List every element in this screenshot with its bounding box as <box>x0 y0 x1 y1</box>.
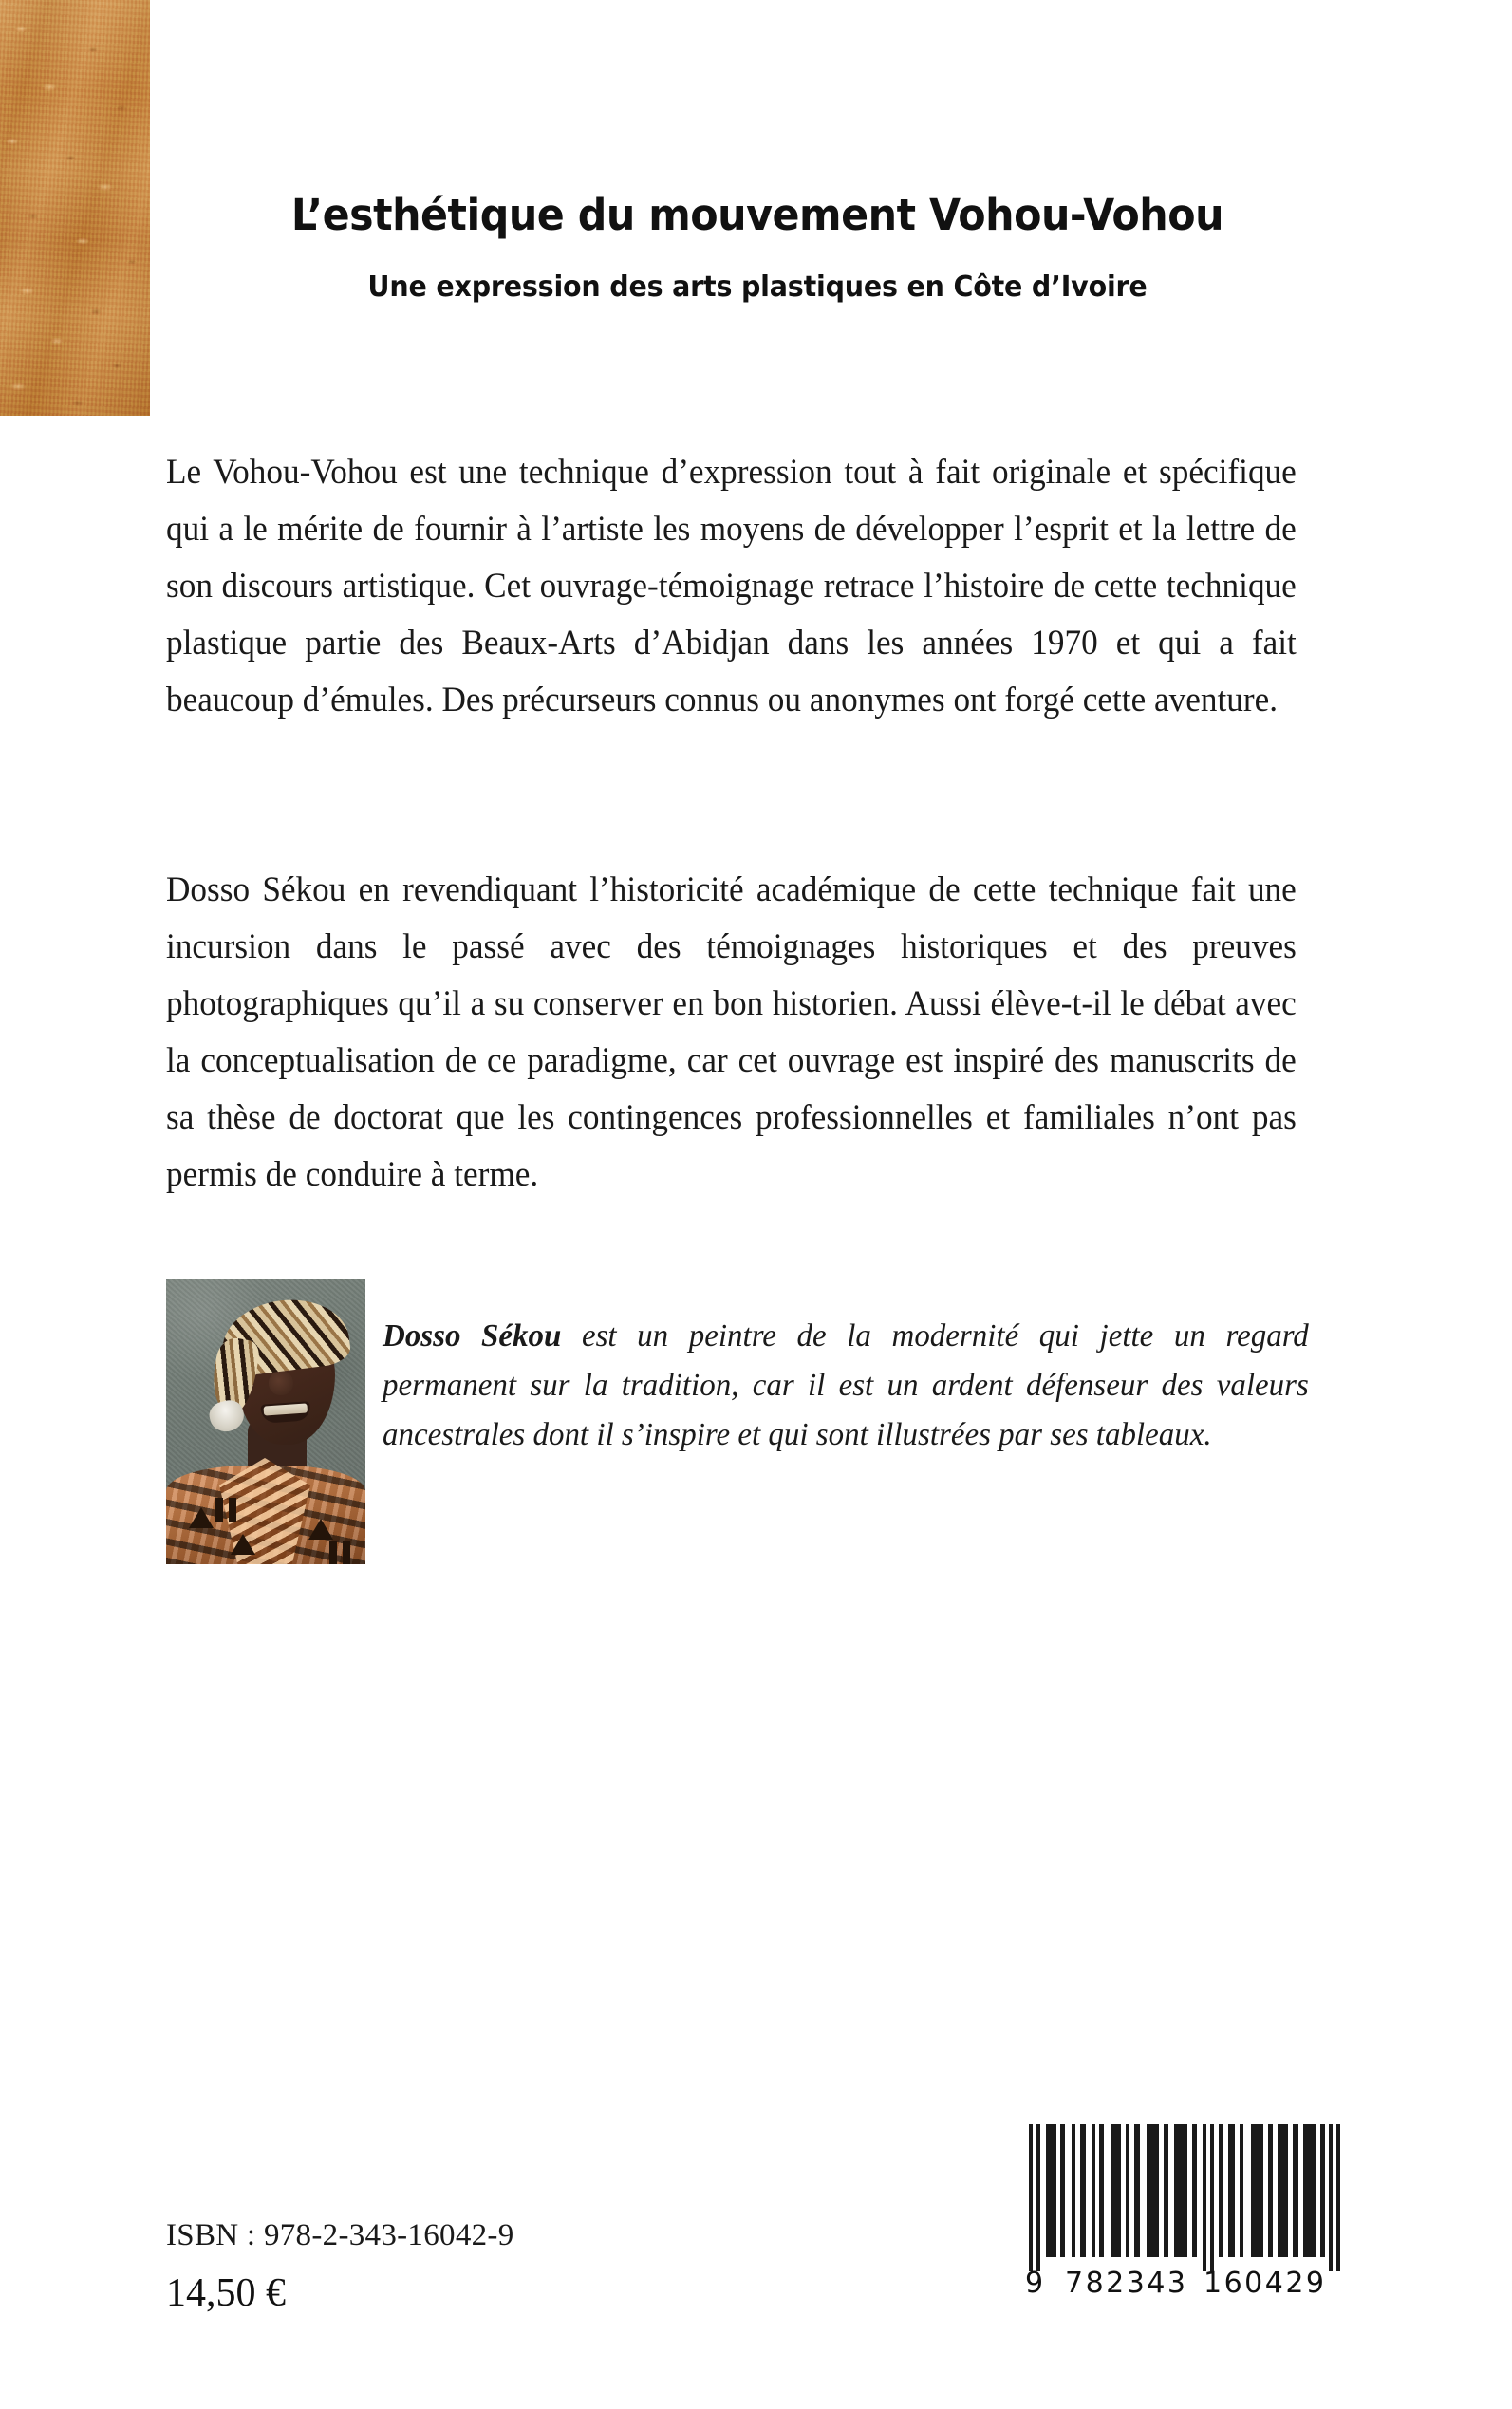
author-name: Dosso Sékou <box>383 1318 562 1354</box>
shirt-triangle-motif <box>189 1507 214 1528</box>
ean13-barcode <box>1023 2124 1346 2300</box>
shirt-bar-motif <box>329 1541 337 1564</box>
portrait-patterned-shirt <box>166 1466 365 1564</box>
author-bio-body: est un peintre de la modernité qui jette un regard permanent sur la tradition, car il est un ardent défenseur des valeurs ancestrales dont il s’inspire et qui sont illustrées par ses tableaux. <box>383 1318 1309 1452</box>
author-bio-row <box>166 1279 1337 1492</box>
author-portrait-photo <box>166 1279 365 1564</box>
barcode-bars <box>1023 2124 1346 2271</box>
barcode-left-group: 782343 <box>1065 2267 1188 2300</box>
barcode-digits <box>1023 2268 1346 2300</box>
barcode-lead-digit: 9 <box>1025 2267 1046 2300</box>
shirt-bar-motif <box>215 1498 223 1522</box>
isbn-text: ISBN : 978-2-343-16042-9 <box>166 2218 514 2252</box>
title-block <box>150 190 1365 305</box>
blurb-paragraph-1: Le Vohou-Vohou est une technique d’expression tout à fait originale et spécifique qui a le mérite de fournir à l’artiste les moyens de développer l’esprit et la lettre de son discours artistique. Cet ouvrage-témoignage retrace l’histoire de cette technique plastique partie des Beaux-Arts d’Abidjan dans les années 1970 et qui a fait beaucoup d’émules. Des précurseurs connus ou anonymes ont forgé cette aventure. <box>166 451 1297 719</box>
portrait-nose <box>269 1371 293 1395</box>
decorative-texture-band <box>0 0 150 416</box>
shirt-bar-motif <box>343 1541 350 1564</box>
shirt-triangle-motif <box>231 1534 255 1555</box>
price-text: 14,50 € <box>166 2271 286 2315</box>
shirt-triangle-motif <box>308 1519 333 1540</box>
barcode-right-group: 160429 <box>1204 2267 1327 2300</box>
shirt-bar-motif <box>229 1498 236 1522</box>
blurb-paragraph-2: Dosso Sékou en revendiquant l’historicité académique de cette technique fait une incursion dans le passé avec des témoignages historiques et des preuves photographiques qu’il a su conserver en bon historien. Aussi élève-t-il le débat avec la conceptualisation de ce paradigme, car cet ouvrage est inspiré des manuscrits de sa thèse de doctorat que les contingences professionnelles et familiales n’ont pas permis de conduire à terme. <box>166 868 1297 1193</box>
author-bio-text <box>383 1312 1309 1460</box>
page-title: L’esthétique du mouvement Vohou-Vohou <box>290 190 1224 240</box>
page-subtitle: Une expression des arts plastiques en Côte d’Ivoire <box>367 271 1148 305</box>
portrait-teeth <box>263 1403 308 1415</box>
